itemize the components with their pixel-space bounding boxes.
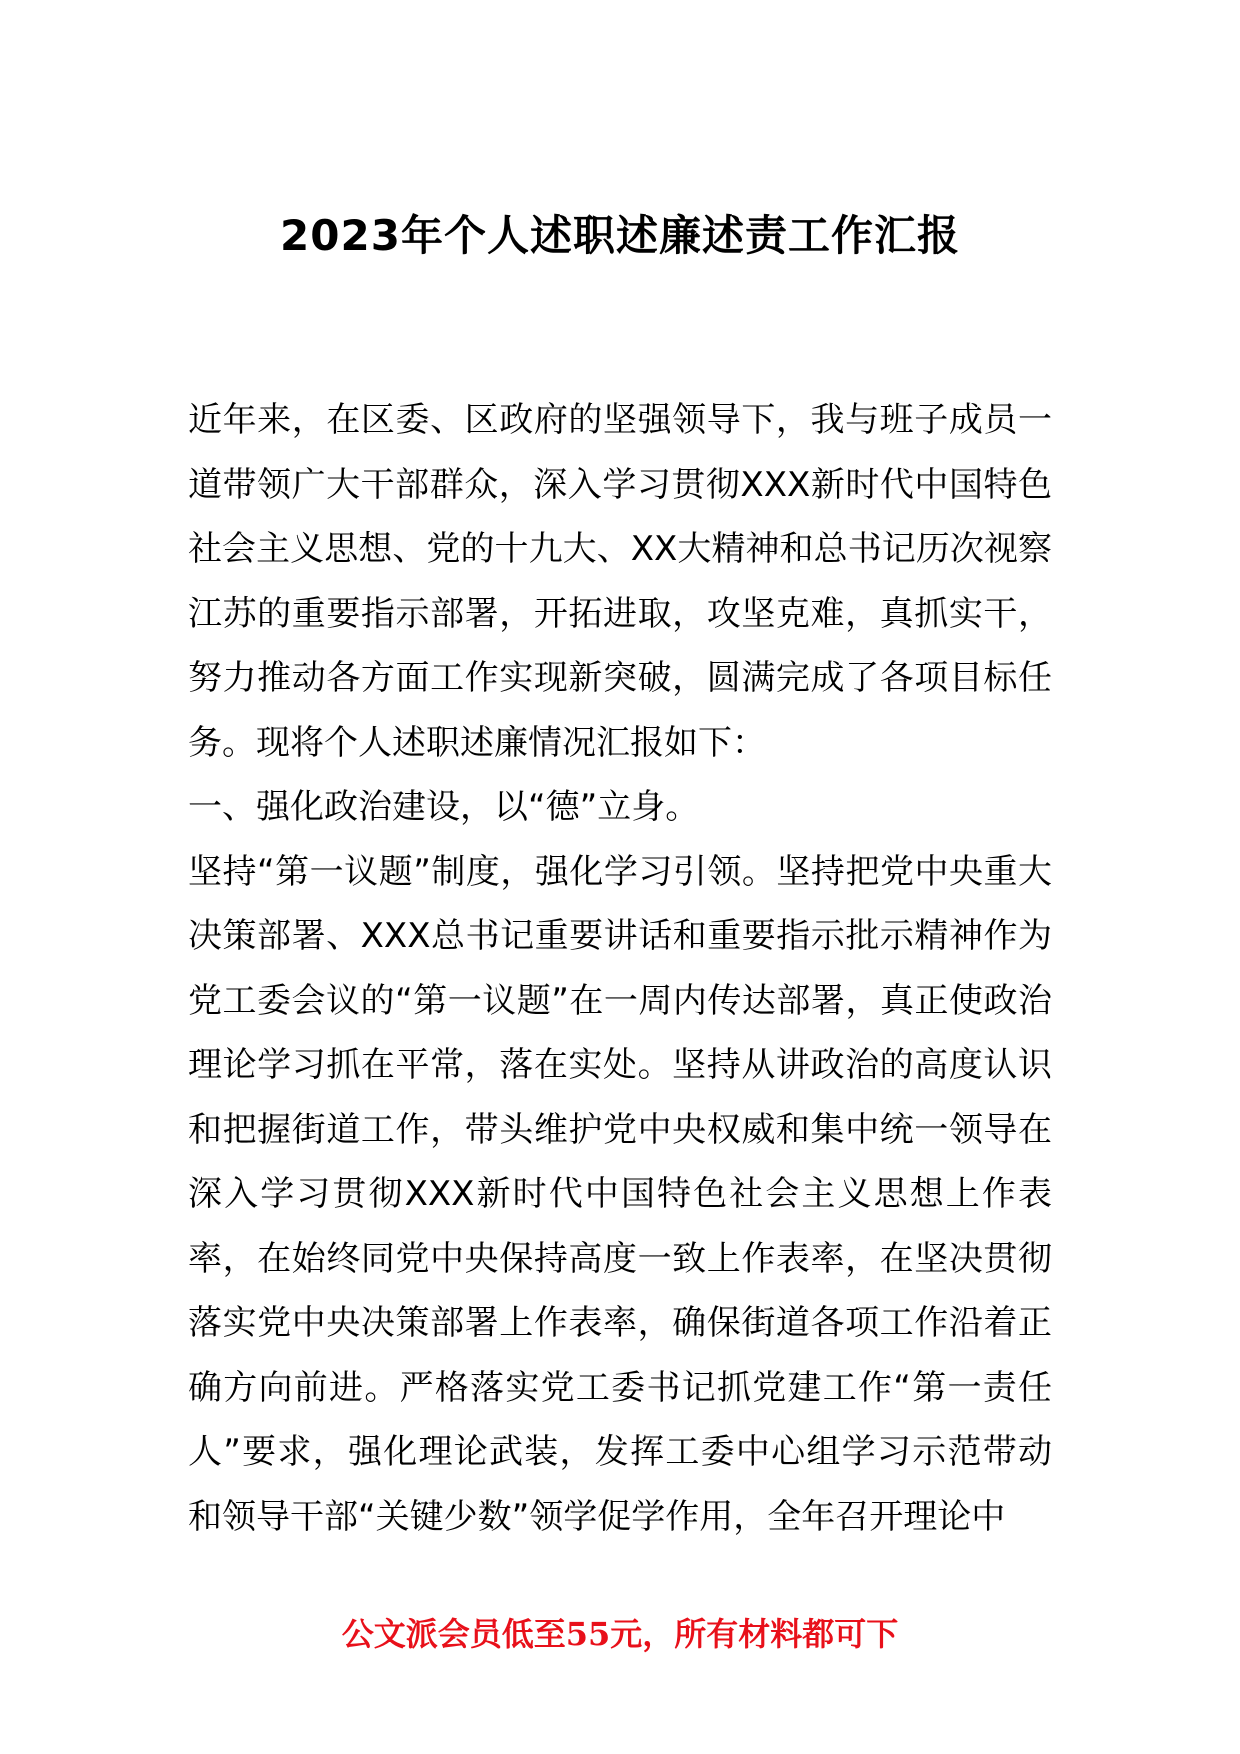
- footer-promo-text: 公文派会员低至55元，所有材料都可下: [341, 1615, 899, 1653]
- section-heading-1: 一、强化政治建设，以“德”立身。: [188, 787, 700, 827]
- document-body: [188, 388, 1052, 1549]
- intro-paragraph: 近年来，在区委、区政府的坚强领导下，我与班子成员一道带领广大干部群众，深入学习贯彻XXX新时代中国特色社会主义思想、党的十九大、XX大精神和总书记历次视察江苏的重要指示部署，开拓进取，攻坚克难，真抓实干，努力推动各方面工作实现新突破，圆满完成了各项目标任务。现将个人述职述廉情况汇报如下：: [188, 400, 1052, 763]
- document-title: 2023年个人述职述廉述责工作汇报: [280, 211, 960, 260]
- section-1-paragraph: 坚持“第一议题”制度，强化学习引领。坚持把党中央重大决策部署、XXX总书记重要讲话和重要指示批示精神作为党工委会议的“第一议题”在一周内传达部署，真正使政治理论学习抓在平常，落在实处。坚持从讲政治的高度认识和把握街道工作，带头维护党中央权威和集中统一领导在深入学习贯彻XXX新时代中国特色社会主义思想上作表率，在始终同党中央保持高度一致上作表率，在坚决贯彻落实党中央决策部署上作表率，确保街道各项工作沿着正确方向前进。严格落实党工委书记抓党建工作“第一责任人”要求，强化理论武装，发挥工委中心组学习示范带动和领导干部“关键少数”领学促学作用，全年召开理论中: [188, 851, 1052, 1537]
